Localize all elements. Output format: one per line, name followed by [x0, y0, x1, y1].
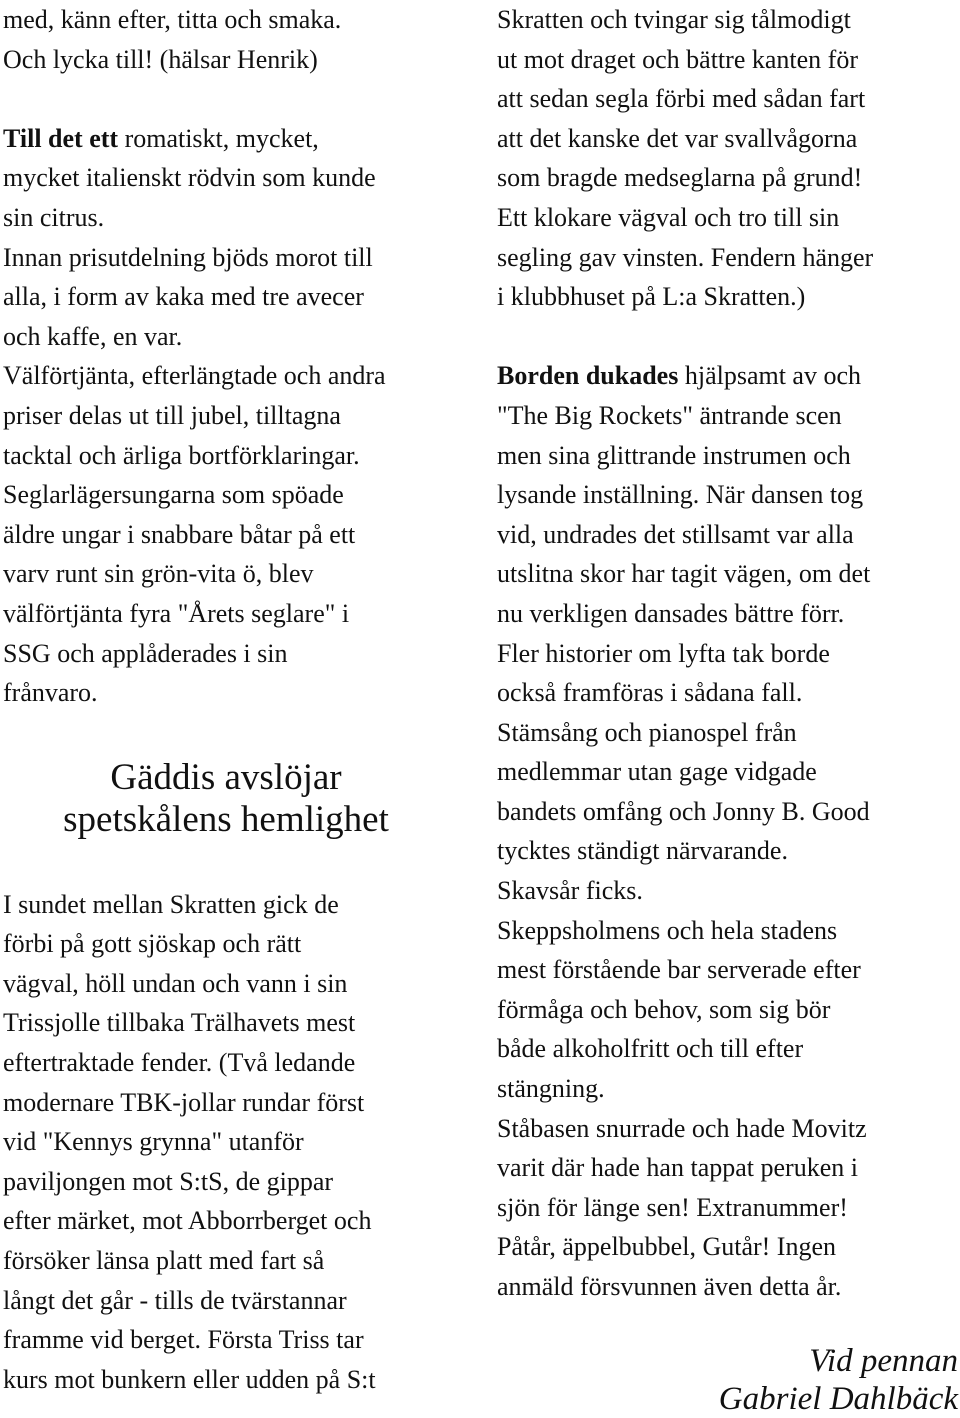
- left-column: [3, 0, 479, 1399]
- race-paragraph: I sundet mellan Skratten gick de förbi på gott sjöskap och rätt vägval, höll undan och vann i sin Trissjolle tillbaka Trälhavets mest eftertraktade fender. (Två ledande modernare TBK-jollar rundar först vid "Kennys grynna" utanför paviljongen mot S:tS, de gippar efter märket, mot Abborrberget och försöker länsa platt med fart så långt det går - tills de tvärstannar framme vid berget. Första Triss tar kurs mot bunkern eller udden på S:t: [3, 889, 376, 1394]
- article-heading: Gäddis avslöjar spetskålens hemlighet: [63, 756, 389, 840]
- prize-paragraph-lead: Till det ett: [3, 123, 119, 153]
- party-paragraph-body: hjälpsamt av och "The Big Rockets" äntrande scen men sina glittrande instrumen och lysande inställning. När dansen tog vid, undrades det stillsamt var alla utslitna skor har tagit vägen, om det nu verkligen dansades bättre förr. Fler historier om lyfta tak borde också framföras i sådana fall. Stämsång och pianospel från medlemmar utan gage vidgade bandets omfång och Jonny B. Good tycktes ständigt närvarande. Skavsår ficks. Skeppsholmens och hela stadens mest förstående bar serverade efter förmåga och behov, som sig bör både alkoholfritt och till efter stängning. Ståbasen snurrade och hade Movitz varit där hade han tappat peruken i sjön för länge sen! Extranummer! Påtår, äppelbubbel, Gutår! Ingen anmäld försvunnen även detta år.: [497, 361, 871, 1301]
- prize-paragraph: [3, 119, 479, 713]
- intro-paragraph: med, känn efter, titta och smaka. Och lycka till! (hälsar Henrik): [3, 5, 342, 74]
- party-paragraph: [497, 356, 960, 1306]
- author-signature: Vid pennan Gabriel Dahlbäck: [718, 1343, 958, 1417]
- race-continuation-paragraph: Skratten och tvingar sig tålmodigt ut mot draget och bättre kanten för att sedan segla förbi med sådan fart att det kanske det var svallvågorna som bragde medseglarna på grund! Ett klokare vägval och tro till sin segling gav vinsten. Fendern hänger i klubbhuset på L:a Skratten.): [497, 5, 874, 312]
- right-column: [497, 0, 960, 1307]
- prize-paragraph-body: romatiskt, mycket, mycket italienskt rödvin som kunde sin citrus. Innan prisutdelning bjöds morot till alla, i form av kaka med tre avecer och kaffe, en var. Välförtjänta, efterlängtade och andra priser delas ut till jubel, tilltagna tacktal och ärliga bortförklaringar. Seglarlägersungarna som spöade äldre ungar i snabbare båtar på ett varv runt sin grön-vita ö, blev välförtjänta fyra "Årets seglare" i SSG och applåderades i sin frånvaro.: [3, 123, 386, 708]
- party-paragraph-lead: Borden dukades: [497, 361, 679, 391]
